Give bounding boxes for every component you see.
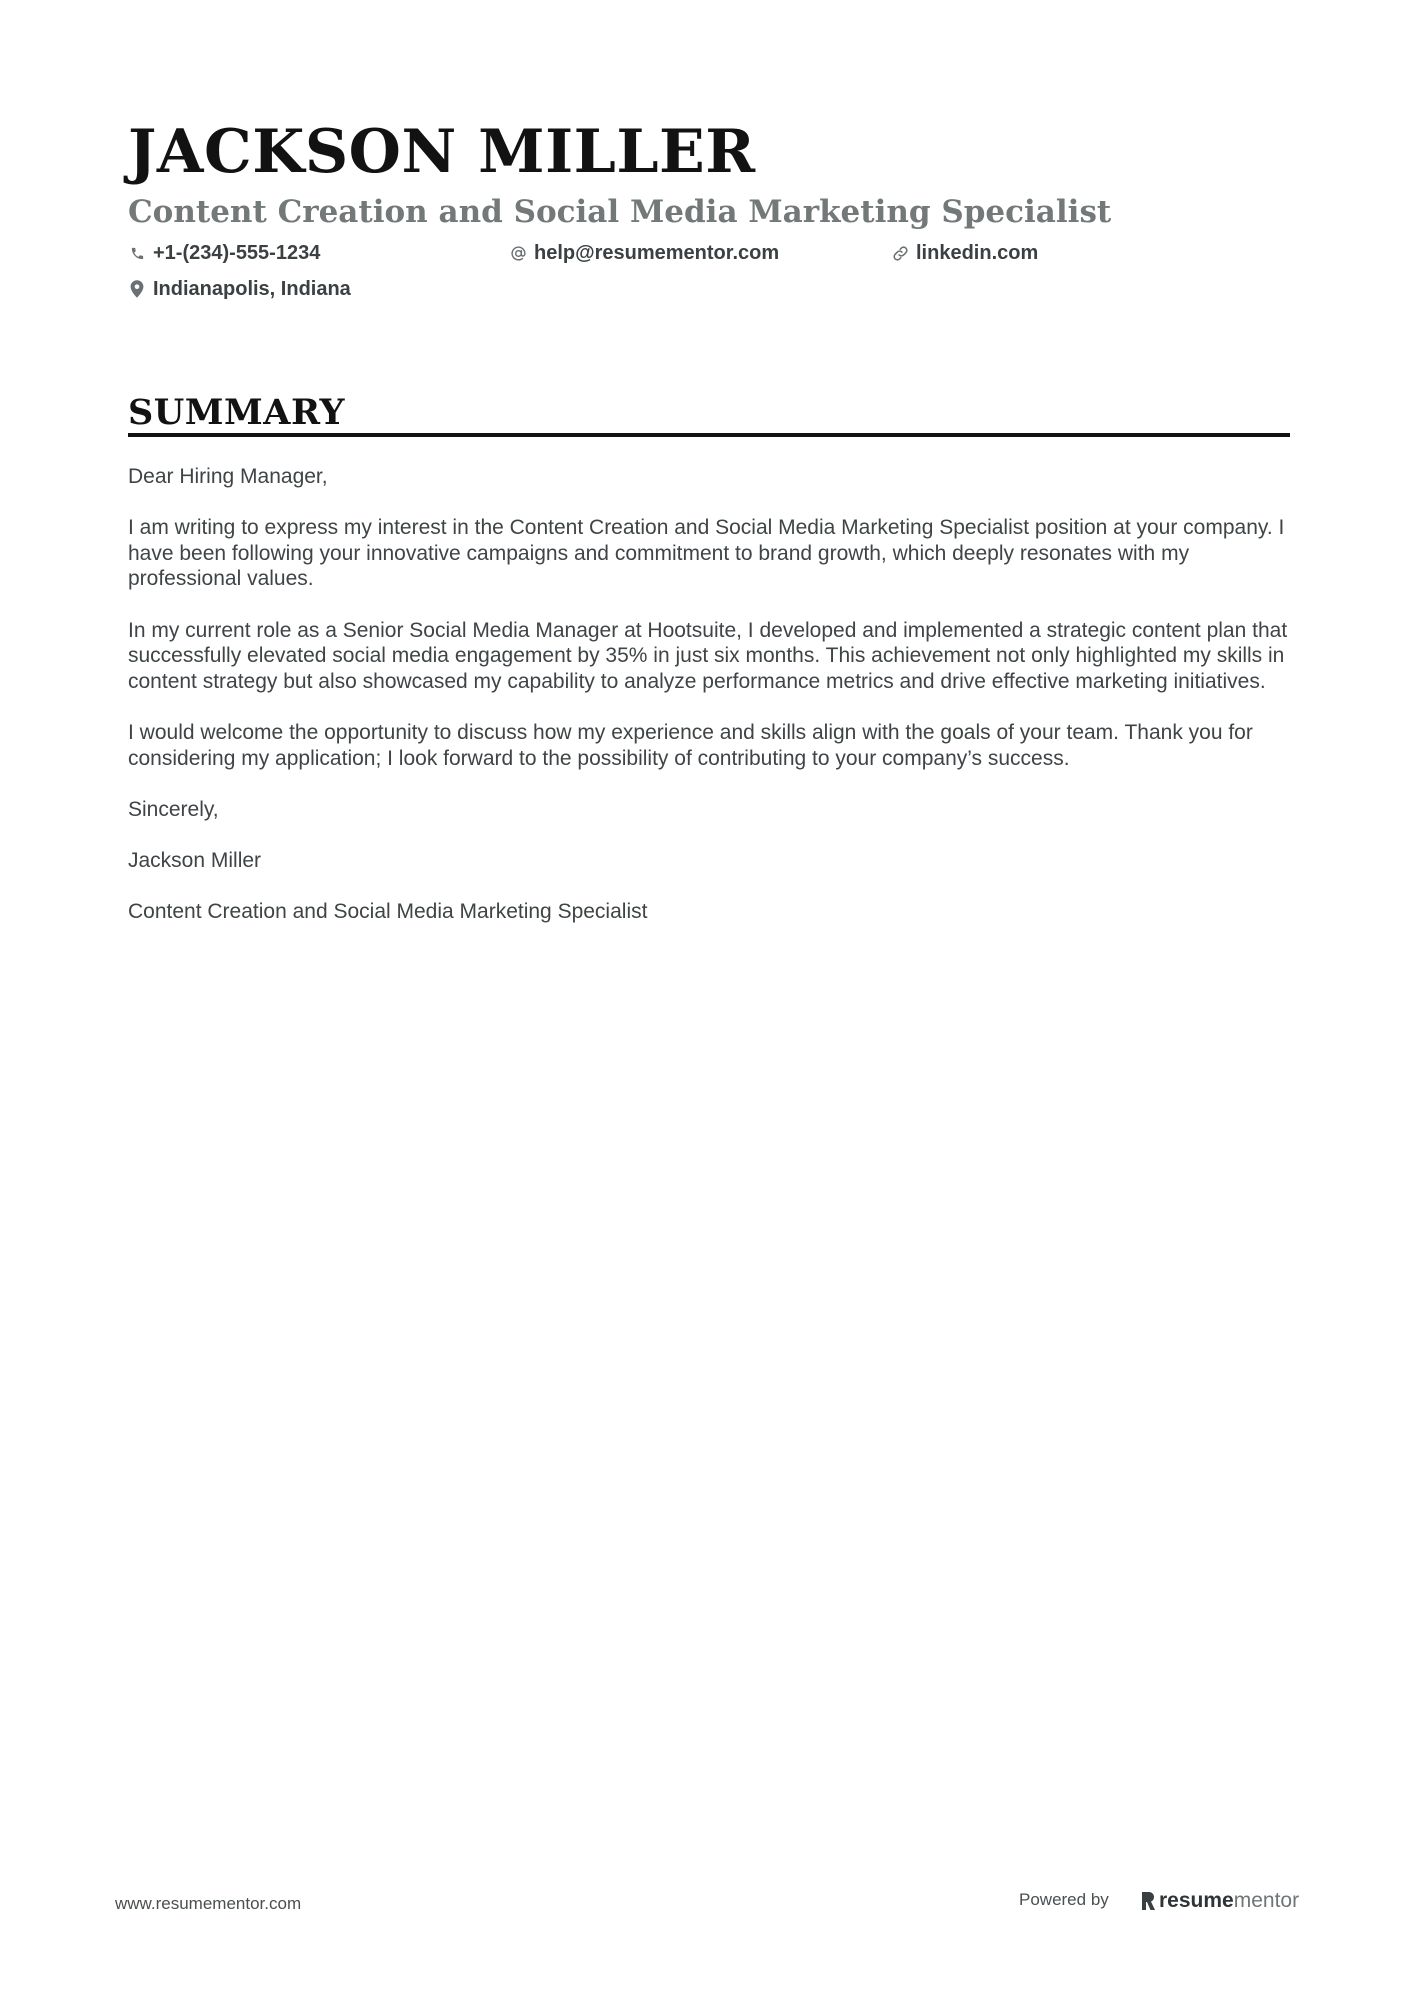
- phone-icon: [128, 244, 146, 262]
- contact-email: [509, 238, 779, 268]
- email-text: help@resumementor.com: [534, 241, 780, 264]
- candidate-name: JACKSON MILLER: [128, 117, 756, 187]
- signature-title: Content Creation and Social Media Marketing Specialist: [128, 900, 648, 924]
- brand-text-resume: resume: [1159, 1889, 1234, 1912]
- location-pin-icon: [128, 280, 146, 298]
- location-text: Indianapolis, Indiana: [153, 277, 351, 300]
- letter-closing: Sincerely,: [128, 797, 219, 821]
- contact-link: [891, 238, 1038, 268]
- candidate-role: Content Creation and Social Media Marketing Specialist: [128, 194, 1112, 230]
- brand-text-mentor: mentor: [1233, 1889, 1300, 1912]
- letter-paragraph: I would welcome the opportunity to discuss how my experience and skills align with the goals of your team. Thank you for considering my application; I look forward to the possibility of contributing to your company’s success.: [128, 720, 1253, 770]
- brand-logo[interactable]: [1140, 1886, 1299, 1916]
- letter-body: [128, 464, 1293, 950]
- resumementor-logo-icon: [1140, 1891, 1156, 1911]
- footer-website-link[interactable]: www.resumementor.com: [115, 1894, 302, 1913]
- signature-name: Jackson Miller: [128, 848, 262, 872]
- letter-greeting: Dear Hiring Manager,: [128, 465, 328, 488]
- letter-paragraph: I am writing to express my interest in the Content Creation and Social Media Marketing Specialist position at your company. I have been following your innovative campaigns and commitment to brand growth, which deeply resonates with my professional values.: [128, 516, 1285, 591]
- contact-location: [128, 274, 351, 304]
- section-title-summary: SUMMARY: [128, 392, 345, 433]
- letter-paragraph: In my current role as a Senior Social Media Manager at Hootsuite, I developed and implemented a strategic content plan that successfully elevated social media engagement by 35% in just six months. This achievement not only highlighted my skills in content strategy but also showcased my capability to analyze performance metrics and drive effective marketing initiatives.: [128, 618, 1288, 693]
- link-icon: [891, 244, 909, 262]
- at-icon: [509, 244, 527, 262]
- powered-by-label: Powered by: [1019, 1890, 1109, 1909]
- phone-text: +1-(234)-555-1234: [153, 241, 321, 264]
- section-divider: [128, 433, 1290, 437]
- link-text: linkedin.com: [916, 241, 1039, 264]
- contact-phone: [128, 238, 320, 268]
